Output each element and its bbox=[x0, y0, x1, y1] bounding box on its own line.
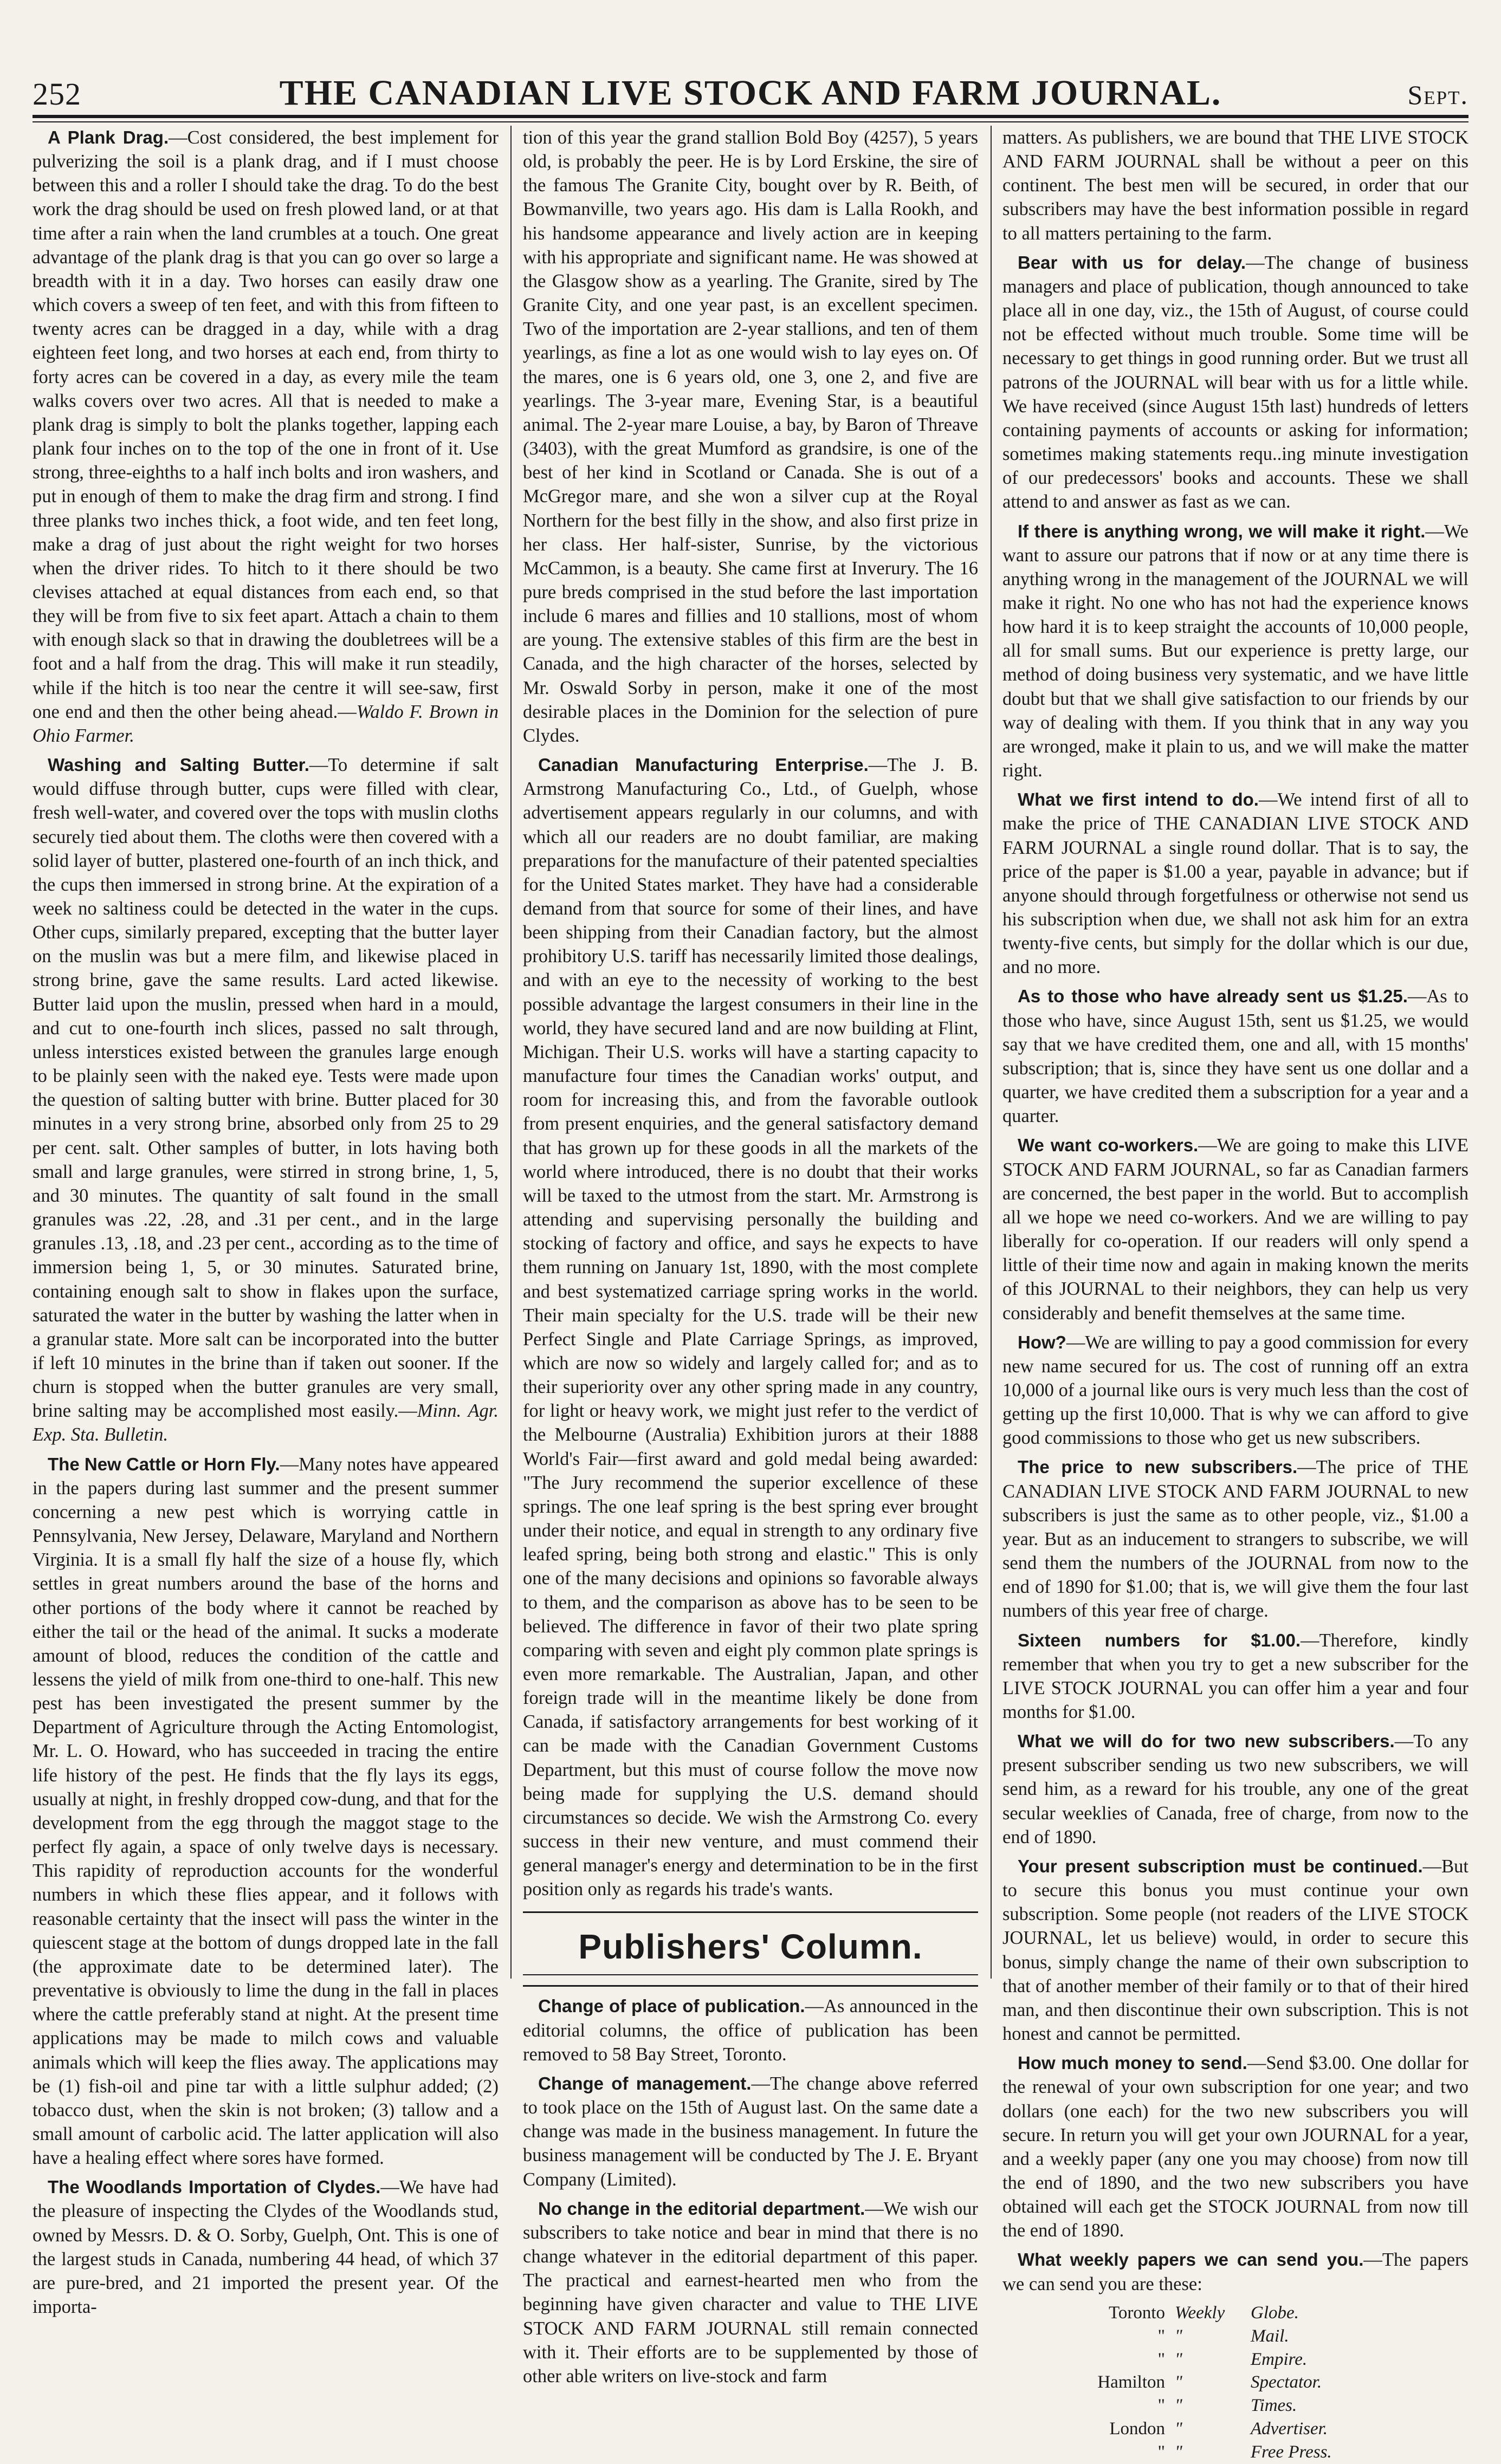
paper-city: Toronto bbox=[1108, 2303, 1165, 2323]
notice-body: —To any present subscriber sending us two new subscribers, we will send him, as a reward for his trouble, any one of the great secular weeklies of Canada, free of charge, from now to the end of 1890. bbox=[1002, 1731, 1468, 1847]
notice-body: —But to secure this bonus you must continue your own subscription. Some people (not readers of the LIVE STOCK JOURNAL, let us believe) would, in order to secure this bonus, simply change the name of their own subscription to that of another member of their family or to that of their hired man, and then discontinue their own subscription. This is not honest and cannot be permitted. bbox=[1002, 1856, 1468, 2045]
notice-price bbox=[1002, 1455, 1468, 1623]
notice-heading: Sixteen numbers for $1.00. bbox=[1018, 1630, 1301, 1650]
paper-name: Times. bbox=[1251, 2396, 1297, 2416]
paper-name: Free Press. bbox=[1251, 2442, 1332, 2462]
article-heading: A Plank Drag. bbox=[48, 127, 169, 147]
notice-editorial bbox=[523, 2197, 978, 2388]
notice-editorial-continued bbox=[1002, 126, 1468, 245]
paper-city: " bbox=[1157, 2326, 1165, 2346]
article-clydes-continued bbox=[523, 126, 978, 748]
notice-sixteen bbox=[1002, 1629, 1468, 1724]
notice-weekly-papers bbox=[1002, 2248, 1468, 2296]
list-item bbox=[1002, 2325, 1468, 2348]
article-heading: The Woodlands Importation of Clydes. bbox=[48, 2177, 381, 2197]
notice-body: —As to those who have, since August 15th, sent us $1.25, we would say that we have credited them, one and all, with 15 months' subscription; that is, since they have sent us one dollar and a quarter, we have credited them a subscription for a year and a quarter. bbox=[1002, 986, 1468, 1127]
article-body: —To determine if salt would diffuse through butter, cups were filled with clear, fresh well-water, and covered over the tops with muslin cloths securely tied about them. The cloths were then covered with a solid layer of butter, plastered one-fourth of an inch thick, and the cups then immersed in strong brine. At the expiration of a week no saltiness could be detected in the water in the cups. Other cups, similarly prepared, excepting that the butter layer on the muslin was but a mere film, and likewise placed in strong brine, gave the same results. Lard acted likewise. Butter laid upon the muslin, pressed when hard in a mould, and cut to one-fourth inch slices, passed no salt through, unless interstices existed between the granules large enough to be plainly seen with the naked eye. Tests were made upon the question of salting butter with brine. Butter placed for 30 minutes in a very strong brine, absorbed only from 25 to 29 per cent. salt. Other samples of butter, in lots having both small and large granules, were stirred in strong brine, 1, 5, and 30 minutes. The quantity of salt found in the small granules was .22, .28, and .31 per cent., and in the large granules .13, .18, and .23 per cent., according as to the time of immersion being 1, 5, or 30 minutes. Saturated brine, containing enough salt to show in flakes upon the surface, saturated the water in the butter by washing the latter when in a granular state. More salt can be incorporated into the butter if left 10 minutes in the brine than if taken out sooner. If the churn is stopped when the butter granules are very small, brine salting may be accomplished most easily.— bbox=[33, 755, 499, 1422]
list-item bbox=[1002, 2348, 1468, 2371]
notice-body: —The change of business managers and place of publication, though announced to take place all in one day, viz., the 15th of August, of course could not be effected without much trouble. Some time will be necessary to get things in good running order. But we trust all patrons of the JOURNAL will bear with us for a little while. We have received (since August 15th last) hundreds of letters containing payments of accounts or asking for information; sometimes making statements requ..ing minute investigation of our predecessors' books and accounts. These we shall attend to and answer as fast as we can. bbox=[1002, 252, 1468, 513]
article-plank-drag bbox=[33, 126, 499, 748]
article-citation: Minn. Agr. Exp. Sta. Bulletin. bbox=[33, 1400, 499, 1445]
notice-heading: We want co-workers. bbox=[1018, 1135, 1199, 1156]
notice-body: —The price of THE CANADIAN LIVE STOCK AND FARM JOURNAL to new subscribers is just the same as to other people, viz., $1.00 a year. But as an inducement to strangers to subscribe, we will send them the numbers of the JOURNAL from now to the end of 1890 for $1.00; that is, we will give them the four last numbers of this year free of charge. bbox=[1002, 1457, 1468, 1622]
notice-body: —We want to assure our patrons that if now or at any time there is anything wrong in the management of the JOURNAL we will make it right. No one who has not had the experience knows how hard it is to keep straight the accounts of 10,000 people, all for small sums. But our experience is pretty large, our method of doing business very systematic, and we have little doubt but that we shall give satisfaction to our friends by our way of dealing with them. If you think that in any way you are wronged, make it plain to us, and we will make the matter right. bbox=[1002, 521, 1468, 781]
column-right bbox=[1002, 126, 1469, 2462]
paper-frequency: " bbox=[1175, 2396, 1182, 2416]
notice-body: —We are willing to pay a good commission for every new name secured for us. The cost of running off an extra 10,000 of a journal like ours is very much less than the cost of getting up the first 10,000. That is why we can afford to give good commissions to those who get us new subscribers. bbox=[1002, 1332, 1468, 1449]
publishers-column-banner bbox=[523, 1911, 978, 1987]
notice-heading: What weekly papers we can send you. bbox=[1018, 2249, 1364, 2270]
notice-heading: Change of place of publication. bbox=[538, 1996, 805, 2016]
article-body: —The J. B. Armstrong Manufacturing Co., Ltd., of Guelph, whose advertisement appears regularly in our columns, and with which all our readers are no doubt familiar, are making preparations for the manufacture of their patented specialties for the United States market. They have had a considerable demand from that source for some of their lines, and have been shipping from their Canadian factory, but the almost prohibitory U.S. tariff has necessarily limited those dealings, and with an eye to the necessity of working to the best possible advantage the largest consumers in their line in the world, they have secured land and are now building at Flint, Michigan. Their U.S. works will have a starting capacity to manufacture four times the Canadian works' output, and room for increasing this, and from the favorable outlook from present enquiries, and the general satisfactory demand that has grown up for these goods in all the markets of the world where introduced, there is no doubt that their works will be taxed to the utmost from the start. Mr. Armstrong is attending and supervising personally the building and stocking of factory and office, and says he expects to have them running on January 1st, 1890, with the most complete and best systematized carriage spring works in the world. Their main specialty for the U.S. trade will be their new Perfect Single and Plate Carriage Springs, as improved, which are now so widely and largely called for; and as to their superiority over any other spring made in any country, for light or heavy work, we might just refer to the verdict of the Melbourne (Australia) Exhibition jurors at their 1888 World's Fair—first award and gold medal being awarded: "The Jury recommend the superior excellence of these springs. The one leaf spring is the best spring ever brought under their notice, and equal in strength to any ordinary five leafed spring, being both strong and elastic." This is only one of the many decisions and opinions so favorable always to them, and the comparison as above has to be seen to be believed. The difference in favor of their two plate spring comparing with seven and eight ply common plate springs is even more remarkable. The Australian, Japan, and other foreign trade will in the meantime likely be done from Canada, if satisfactory arrangements for best working of it can be made with the Canadian Government Customs Department, but this must of course follow the move now being made for supplying the U.S. demand should circumstances so decide. We wish the Armstrong Co. every success in their new venture, and must commend their general manager's energy and determination to be in the first position only as regards his trade's wants. bbox=[523, 755, 979, 1900]
article-body: —We have had the pleasure of inspecting the Clydes of the Woodlands stud, owned by Messrs. D. & O. Sorby, Guelph, Ont. This is one of the largest studs in Canada, numbering 44 head, of which 37 are pure-bred, and 21 imported the present year. Of the importa- bbox=[33, 2177, 499, 2318]
article-citation: Waldo F. Brown in Ohio Farmer. bbox=[33, 701, 499, 746]
column-divider bbox=[991, 126, 992, 1979]
notice-heading: What we will do for two new subscribers. bbox=[1018, 1731, 1395, 1752]
notice-body: —Send $3.00. One dollar for the renewal of your own subscription for one year; and two dollars (one each) for the two new subscribers you will secure. In return you will get your own JOURNAL for a year, and a weekly paper (any one you may choose) from now till the end of 1890, and the two new subscribers you have obtained will each get the STOCK JOURNAL from now till the end of 1890. bbox=[1002, 2053, 1468, 2241]
article-clydes bbox=[33, 2175, 499, 2319]
notice-two-subscribers bbox=[1002, 1729, 1468, 1849]
paper-city: " bbox=[1157, 2442, 1165, 2462]
notice-body: —As announced in the editorial columns, the office of publication has been removed to 58 Bay Street, Toronto. bbox=[523, 1996, 978, 2065]
paper-frequency: " bbox=[1175, 2326, 1182, 2346]
paper-city: " bbox=[1157, 2349, 1165, 2369]
article-horn-fly bbox=[33, 1453, 499, 2170]
column-left bbox=[33, 126, 499, 2318]
paper-city: " bbox=[1157, 2396, 1165, 2416]
paper-list bbox=[1002, 2301, 1468, 2464]
notice-heading: No change in the editorial department. bbox=[538, 2198, 865, 2219]
article-heading: Canadian Manufacturing Enterprise. bbox=[538, 755, 869, 775]
paper-frequency: " bbox=[1175, 2372, 1182, 2392]
notice-heading: Bear with us for delay. bbox=[1018, 252, 1246, 273]
journal-title: THE CANADIAN LIVE STOCK AND FARM JOURNAL. bbox=[279, 73, 1222, 113]
paper-frequency: " bbox=[1175, 2442, 1182, 2462]
notice-heading: As to those who have already sent us $1.25. bbox=[1018, 986, 1408, 1007]
issue-month: Sept. bbox=[1407, 80, 1468, 110]
notice-heading: Change of management. bbox=[538, 2073, 752, 2093]
notice-delay bbox=[1002, 251, 1468, 514]
header-rule bbox=[33, 115, 1468, 118]
list-item bbox=[1002, 2301, 1468, 2325]
paper-name: Globe. bbox=[1251, 2303, 1299, 2323]
list-item bbox=[1002, 2394, 1468, 2417]
notice-wrong bbox=[1002, 520, 1468, 783]
notice-coworkers bbox=[1002, 1133, 1468, 1325]
column-middle bbox=[523, 126, 979, 2387]
notice-body: —We intend first of all to make the price of THE CANADIAN LIVE STOCK AND FARM JOURNAL a single round dollar. That is to say, the price of the paper is $1.00 a year, payable in advance; but if anyone should through forgetfulness or otherwise not send us his subscription when due, we shall not ask him for an extra twenty-five cents, but simply for the dollar which is our due, and no more. bbox=[1002, 789, 1469, 978]
banner-rule bbox=[523, 1974, 978, 1975]
paper-city: London bbox=[1109, 2419, 1165, 2439]
notice-how bbox=[1002, 1331, 1468, 1450]
column-divider bbox=[510, 126, 512, 1979]
notice-heading: How much money to send. bbox=[1018, 2053, 1247, 2073]
notice-money bbox=[1002, 2051, 1468, 2242]
paper-name: Advertiser. bbox=[1251, 2419, 1328, 2439]
notice-body: —The change above referred to took place on the 15th of August last. On the same date a change was made in the business management. In future the business management will be conducted by The J. E. Bryant Company (Limited). bbox=[523, 2073, 978, 2190]
notice-management bbox=[523, 2072, 978, 2191]
article-manufacturing bbox=[523, 753, 978, 1902]
paper-name: Spectator. bbox=[1251, 2372, 1322, 2392]
notice-continued bbox=[1002, 1855, 1468, 2046]
notice-body: —We wish our subscribers to take notice and bear in mind that there is no change whatever in the editorial department of this paper. The practical and earnest-hearted men who from the beginning have given character and value to THE LIVE STOCK AND FARM JOURNAL still remain connected with it. Their efforts are to be supplemented by those of other able writers on live-stock and farm bbox=[523, 2198, 978, 2387]
section-title: Publishers' Column. bbox=[578, 1927, 923, 1966]
notice-intend bbox=[1002, 788, 1468, 979]
paper-frequency: " bbox=[1175, 2349, 1182, 2369]
notice-body: —We are going to make this LIVE STOCK AND FARM JOURNAL, so far as Canadian farmers are concerned, the best paper in the world. But to accomplish all we hope we need co-workers. And we are willing to pay liberally for co-operation. If our readers will only spend a little of their time now and again in making known the merits of this JOURNAL to their neighbors, they can help us very considerably and benefit themselves at the same time. bbox=[1002, 1135, 1468, 1324]
list-item bbox=[1002, 2371, 1468, 2394]
notice-body: —Therefore, kindly remember that when you try to get a new subscriber for the LIVE STOCK JOURNAL you can offer him a year and four months for $1.00. bbox=[1002, 1630, 1469, 1722]
article-body: —Cost considered, the best implement for pulverizing the soil is a plank drag, and if I must choose between this and a roller I should take the drag. To do the best work the drag should be used on fresh plowed land, or at that time after a rain when the land crumbles at a touch. One great advantage of the plank drag is that you can go over so large a breadth with it in a day. Two horses can easily draw one which covers a sweep of ten feet, and with this from fifteen to twenty acres can be dragged in a day, while with a drag eighteen feet long, and two horses at each end, from thirty to forty acres can be covered in a day, as every mile the team walks covers over two acres. All that is needed to make a plank drag is simply to bolt the planks together, lapping each plank four inches on to the top of the one in front of it. Use strong, three-eighths to a half inch bolts and iron washers, and put in enough of them to make the drag firm and strong. I find three planks two inches thick, a foot wide, and ten feet long, make a drag of just about the right weight for two horses when the driver rides. To hitch to it there should be two clevises attached at equal distances from each end, so that they will be from five to six feet apart. Attach a chain to them with enough slack so that in drawing the doubletrees will be a foot and a half from the drag. This will make it run steadily, while if the hitch is too near the centre it will see-saw, first one end and then the other being ahead.— bbox=[33, 127, 499, 722]
article-body: —Many notes have appeared in the papers during last summer and the present summer concerning a new pest which is worrying cattle in Pennsylvania, New Jersey, Delaware, Maryland and Northern Virginia. It is a small fly half the size of a house fly, which settles in great numbers around the base of the horns and other portions of the body where it cannot be reached by either the tail or the head of the animal. It sucks a moderate amount of blood, reduces the condition of the cattle and lessens the yield of milk from one-third to one-half. This new pest has been investigated the present summer by the Department of Agriculture through the Acting Entomologist, Mr. L. O. Howard, who has succeeded in tracing the entire life history of the pest. He finds that the fly lays its eggs, usually at night, in freshly dropped cow-dung, and that for the development from the egg through the maggot stage to the perfect fly again, a space of only twelve days is necessary. This rapidity of reproduction accounts for the wonderful numbers in which these flies appear, and it follows with reasonable certainty that the insect will pass the winter in the quiescent stage at the bottom of dungs dropped late in the fall (the approximate date to be determined later). The preventative is obviously to lime the dung in the fall in places where the cattle preferably stand at night. At the present time applications may be made to milch cows and valuable animals which will keep the flies away. The applications may be (1) fish-oil and pine tar with a little sulphur added; (2) tobacco dust, when the skin is not broken; (3) tallow and a small amount of carbolic acid. The latter application will also have a healing effect where sores have formed. bbox=[33, 1454, 499, 2169]
notice-heading: Your present subscription must be continued. bbox=[1018, 1856, 1423, 1876]
article-butter bbox=[33, 753, 499, 1447]
paper-name: Mail. bbox=[1251, 2326, 1289, 2346]
page-number: 252 bbox=[33, 76, 81, 112]
paper-name: Empire. bbox=[1251, 2349, 1308, 2369]
article-heading: Washing and Salting Butter. bbox=[48, 755, 309, 775]
paper-city: Hamilton bbox=[1097, 2372, 1165, 2392]
notice-place bbox=[523, 1994, 978, 2066]
notice-heading: What we first intend to do. bbox=[1018, 789, 1259, 810]
notice-heading: How? bbox=[1018, 1332, 1066, 1352]
notice-already-sent bbox=[1002, 984, 1468, 1128]
header-rule-thin bbox=[33, 121, 1468, 122]
list-item bbox=[1002, 2417, 1468, 2441]
notice-heading: If there is anything wrong, we will make it right. bbox=[1018, 521, 1426, 541]
notice-body: —The papers we can send you are these: bbox=[1002, 2249, 1468, 2294]
article-heading: The New Cattle or Horn Fly. bbox=[48, 1454, 280, 1474]
paper-frequency: " bbox=[1175, 2419, 1182, 2439]
article-body: tion of this year the grand stallion Bold Boy (4257), 5 years old, is probably the peer. He is by Lord Erskine, the sire of the famous The Granite City, bought over by R. Beith, of Bowmanville, two years ago. His dam is Lalla Rookh, and his handsome appearance and lively action are in keeping with his appropriate and significant name. He was showed at the Glasgow show as a yearling. The Granite, sired by The Granite City, and one year past, is an excellent specimen. Two of the importation are 2-year stallions, and ten of them yearlings, as fine a lot as one would wish to lay eyes on. Of the mares, one is 6 years old, one 3, one 2, and five are yearlings. The 3-year mare, Evening Star, is a beautiful animal. The 2-year mare Louise, a bay, by Baron of Threave (3403), with the great Mumford as grandsire, is one of the best of her kind in Scotland or Canada. She is out of a McGregor mare, and she won a silver cup at the Royal Northern for the best filly in the show, and also first prize in her class. Her half-sister, Sunrise, by the victorious McCammon, is a beauty. She came first at Inverury. The 16 pure breds comprised in the stud before the last importation include 6 mares and fillies and 10 stallions, most of whom are young. The extensive stables of this firm are the best in Canada, and the high character of the horses, selected by Mr. Oswald Sorby in person, make it one of the most desirable places in the Dominion for the selection of pure Clydes. bbox=[523, 127, 978, 746]
list-item bbox=[1002, 2441, 1468, 2464]
notice-heading: The price to new subscribers. bbox=[1018, 1457, 1298, 1477]
paper-frequency: Weekly bbox=[1175, 2303, 1225, 2323]
notice-body: matters. As publishers, we are bound that THE LIVE STOCK AND FARM JOURNAL shall be without a peer on this continent. The best men will be secured, in order that our subscribers may have the best information possible in regard to all matters pertaining to the farm. bbox=[1002, 127, 1468, 244]
